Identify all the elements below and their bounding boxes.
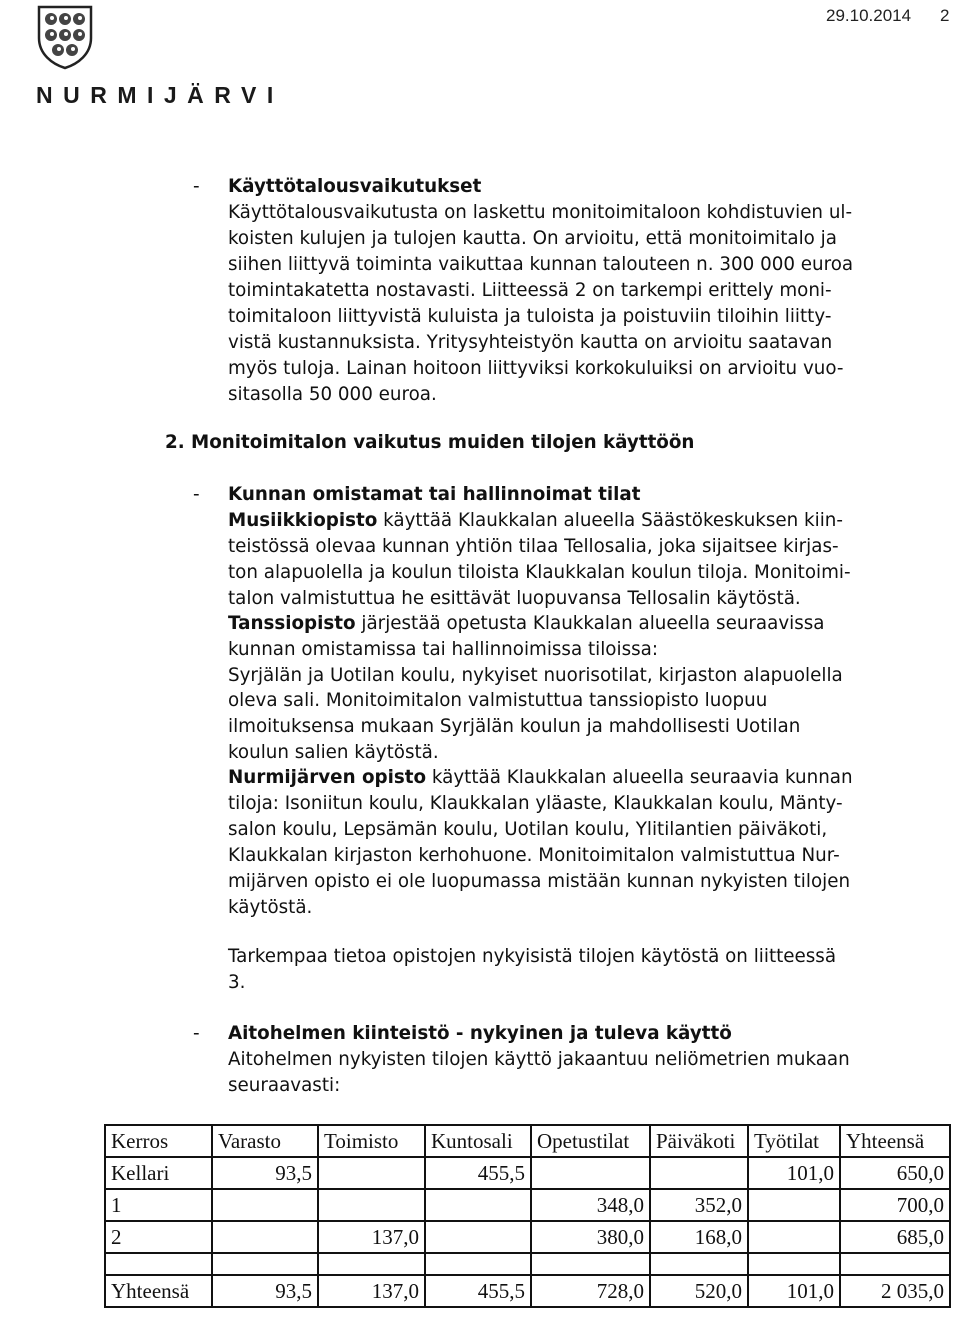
paragraph-line: Tarkempaa tietoa opistojen nykyisistä tilojen käytöstä on liitteessä	[228, 946, 837, 967]
table-cell: Yhteensä	[105, 1275, 212, 1307]
table-cell: 168,0	[650, 1221, 748, 1253]
table-cell: 520,0	[650, 1275, 748, 1307]
subsection-title: Kunnan omistamat tai hallinnoimat tilat	[228, 484, 641, 505]
subsection-title: Aitohelmen kiinteistö - nykyinen ja tuleva käyttö	[228, 1023, 732, 1044]
table-total-row	[105, 1275, 950, 1307]
table-cell: 352,0	[650, 1189, 748, 1221]
table-row	[105, 1189, 950, 1221]
column-header: Päiväkoti	[650, 1125, 748, 1157]
term-musiikkiopisto: Musiikkiopisto	[228, 510, 378, 531]
paragraph-line: Syrjälän ja Uotilan koulu, nykyiset nuorisotilat, kirjaston alapuolella	[228, 665, 843, 686]
paragraph-line: Klaukkalan kirjaston kerhohuone. Monitoimitalon valmistuttua Nur-	[228, 845, 840, 866]
paragraph-line: Aitohelmen nykyisten tilojen käyttö jakaantuu neliömetrien mukaan	[228, 1049, 850, 1070]
table-cell: 455,5	[425, 1275, 531, 1307]
paragraph-line: Nurmijärven opisto käyttää Klaukkalan alueella seuraavia kunnan	[228, 767, 853, 788]
paragraph-line: ilmoituksensa mukaan Syrjälän koulun ja mahdollisesti Uotilan	[228, 716, 801, 737]
column-header: Työtilat	[748, 1125, 840, 1157]
paragraph-line: salon koulu, Lepsämän koulu, Uotilan koulu, Ylitilantien päiväkoti,	[228, 819, 828, 840]
table-cell: 1	[105, 1189, 212, 1221]
section-heading: 2. Monitoimitalon vaikutus muiden tilojen käyttöön	[165, 432, 695, 453]
paragraph-line: toimitaloon liittyvistä kuluista ja tuloista ja poistuviin tiloihin liitty-	[228, 306, 832, 327]
paragraph-line: vistä kustannuksista. Yritysyhteistyön kautta on arvioitu saatavan	[228, 332, 833, 353]
paragraph-line: seuraavasti:	[228, 1075, 341, 1096]
paragraph-line: sitasolla 50 000 euroa.	[228, 384, 437, 405]
column-header: Kerros	[105, 1125, 212, 1157]
table-cell: 93,5	[212, 1275, 318, 1307]
table-cell: 380,0	[531, 1221, 650, 1253]
table-cell	[318, 1157, 425, 1189]
table-cell: 101,0	[748, 1157, 840, 1189]
table-spacer-row	[105, 1253, 950, 1275]
table-row	[105, 1221, 950, 1253]
table-cell: 728,0	[531, 1275, 650, 1307]
page-number: 2	[940, 6, 950, 25]
table-cell: 137,0	[318, 1275, 425, 1307]
table-cell: 455,5	[425, 1157, 531, 1189]
table-cell: Kellari	[105, 1157, 212, 1189]
nurmijarvi-crest-logo	[36, 4, 94, 70]
paragraph-line: käytöstä.	[228, 897, 313, 918]
table-cell	[212, 1189, 318, 1221]
table-cell: 348,0	[531, 1189, 650, 1221]
table-cell: 101,0	[748, 1275, 840, 1307]
paragraph-line: kunnan omistamissa tai hallinnoimissa tiloissa:	[228, 639, 658, 660]
paragraph-line: Musiikkiopisto käyttää Klaukkalan alueella Säästökeskuksen kiin-	[228, 510, 843, 531]
table-cell	[212, 1221, 318, 1253]
table-cell	[425, 1221, 531, 1253]
paragraph-line: Käyttötalousvaikutusta on laskettu monitoimitaloon kohdistuvien ul-	[228, 202, 853, 223]
table-cell: 137,0	[318, 1221, 425, 1253]
paragraph-line: toimintakatetta nostavasti. Liitteessä 2 on tarkempi erittely moni-	[228, 280, 832, 301]
paragraph-line: 3.	[228, 972, 246, 993]
table-cell	[531, 1157, 650, 1189]
paragraph-line: myös tuloja. Lainan hoitoon liittyviksi korkokuluiksi on arvioitu vuo-	[228, 358, 844, 379]
table-cell	[425, 1189, 531, 1221]
table-cell: 93,5	[212, 1157, 318, 1189]
column-header: Kuntosali	[425, 1125, 531, 1157]
table-cell: 685,0	[840, 1221, 950, 1253]
paragraph-line: koisten kulujen ja tulojen kautta. On arvioitu, että monitoimitalo ja	[228, 228, 837, 249]
logo-wordmark: NURMIJÄRVI	[36, 82, 284, 108]
term-nurmijarven-opisto: Nurmijärven opisto	[228, 767, 427, 788]
table-cell	[748, 1189, 840, 1221]
paragraph-line: oleva sali. Monitoimitalon valmistuttua tanssiopisto luopuu	[228, 690, 768, 711]
table-row	[105, 1157, 950, 1189]
table-cell	[748, 1221, 840, 1253]
table-cell	[318, 1189, 425, 1221]
paragraph-line: talon valmistuttua he esittävät luopuvansa Tellosalin käytöstä.	[228, 588, 801, 609]
table-cell	[650, 1157, 748, 1189]
table-cell: 700,0	[840, 1189, 950, 1221]
column-header: Toimisto	[318, 1125, 425, 1157]
bullet-dash: -	[193, 1023, 200, 1044]
column-header: Opetustilat	[531, 1125, 650, 1157]
term-tanssiopisto: Tanssiopisto	[228, 613, 356, 634]
table-cell: 2	[105, 1221, 212, 1253]
paragraph-line: mijärven opisto ei ole luopumassa mistään kunnan nykyisten tilojen	[228, 871, 851, 892]
area-table	[104, 1124, 949, 1307]
table-cell: 2 035,0	[840, 1275, 950, 1307]
paragraph-line: tiloja: Isoniitun koulu, Klaukkalan yläaste, Klaukkalan koulu, Mänty-	[228, 793, 843, 814]
table-cell: 650,0	[840, 1157, 950, 1189]
table-header-row	[105, 1125, 950, 1157]
header-date: 29.10.2014	[826, 6, 912, 25]
paragraph-line: siihen liittyvä toiminta vaikuttaa kunnan talouteen n. 300 000 euroa	[228, 254, 854, 275]
paragraph-line: teistössä olevaa kunnan yhtiön tilaa Tellosalia, joka sijaitsee kirjas-	[228, 536, 839, 557]
column-header: Yhteensä	[840, 1125, 950, 1157]
bullet-dash: -	[193, 484, 200, 505]
column-header: Varasto	[212, 1125, 318, 1157]
paragraph-line: koulun salien käytöstä.	[228, 742, 439, 763]
paragraph-line: ton alapuolella ja koulun tiloista Klaukkalan koulun tiloja. Monitoimi-	[228, 562, 851, 583]
section-title: Käyttötalousvaikutukset	[228, 176, 482, 197]
bullet-dash: -	[193, 176, 200, 197]
paragraph-line: Tanssiopisto järjestää opetusta Klaukkalan alueella seuraavissa	[228, 613, 825, 634]
